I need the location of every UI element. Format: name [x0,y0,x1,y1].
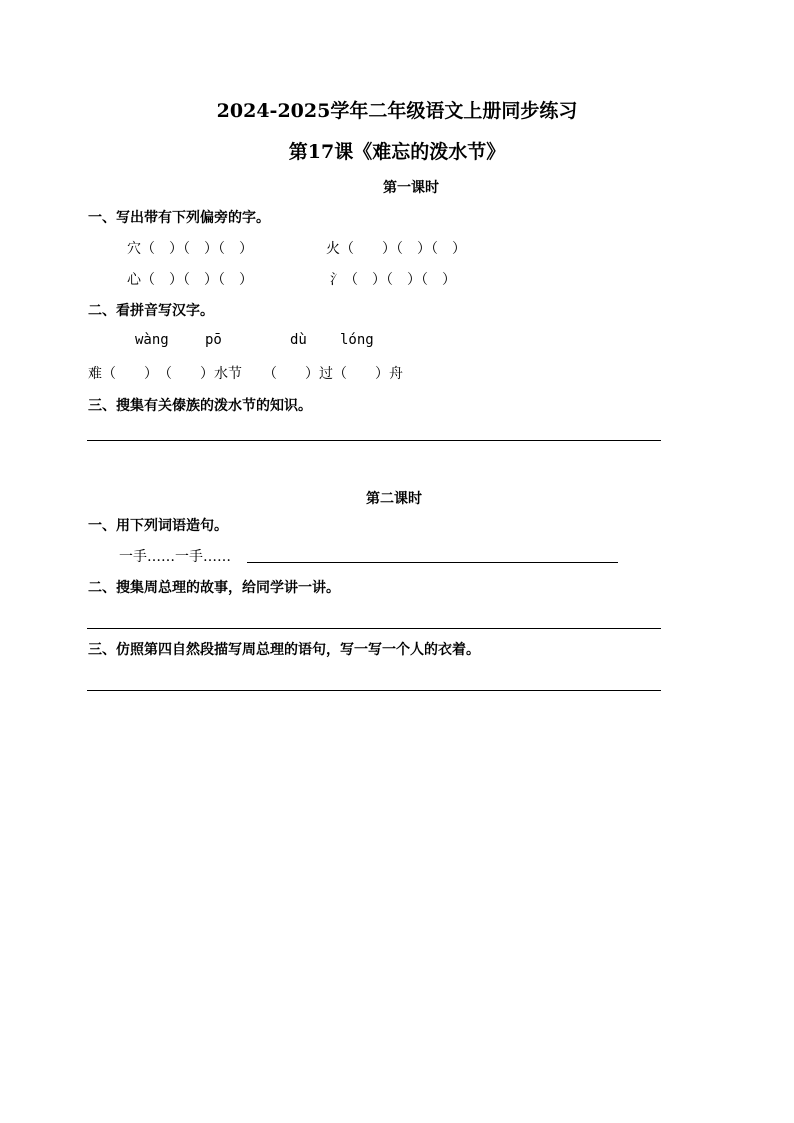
sentence-prompt: 一手……一手…… [119,549,231,565]
radical-row1-a: 穴（ ）（ ）（ ） [127,241,253,257]
section2-label: 第二课时 [366,491,422,507]
pinyin-2: pō [205,332,222,348]
answer-line[interactable] [87,628,661,629]
section2-question2: 二、搜集周总理的故事，给同学讲一讲。 [88,580,340,596]
section1-question1: 一、写出带有下列偏旁的字。 [88,210,270,226]
radical-row1-b: 火（ ）（ ）（ ） [326,241,466,257]
section1-label: 第一课时 [383,180,439,196]
radical-row2-b: 氵（ ）（ ）（ ） [330,272,456,288]
answer-line[interactable] [87,690,661,691]
pinyin-4: lóng [340,332,374,348]
section2-question3: 三、仿照第四自然段描写周总理的语句，写一写一个人的衣着。 [88,642,480,658]
answer-line[interactable] [87,440,661,441]
pinyin-answer-line: 难（ ） （ ）水节 （ ）过（ ）舟 [88,366,403,382]
radical-row2-a: 心（ ）（ ）（ ） [127,272,253,288]
section2-question1: 一、用下列词语造句。 [88,518,228,534]
pinyin-3: dù [290,332,307,348]
lesson-title: 第17课《难忘的泼水节》 [288,141,506,163]
page-title: 2024-2025学年二年级语文上册同步练习 [216,100,578,122]
section1-question3: 三、搜集有关傣族的泼水节的知识。 [88,398,312,414]
answer-line[interactable] [247,562,618,563]
pinyin-1: wàng [135,332,169,348]
section1-question2: 二、看拼音写汉字。 [88,303,214,319]
